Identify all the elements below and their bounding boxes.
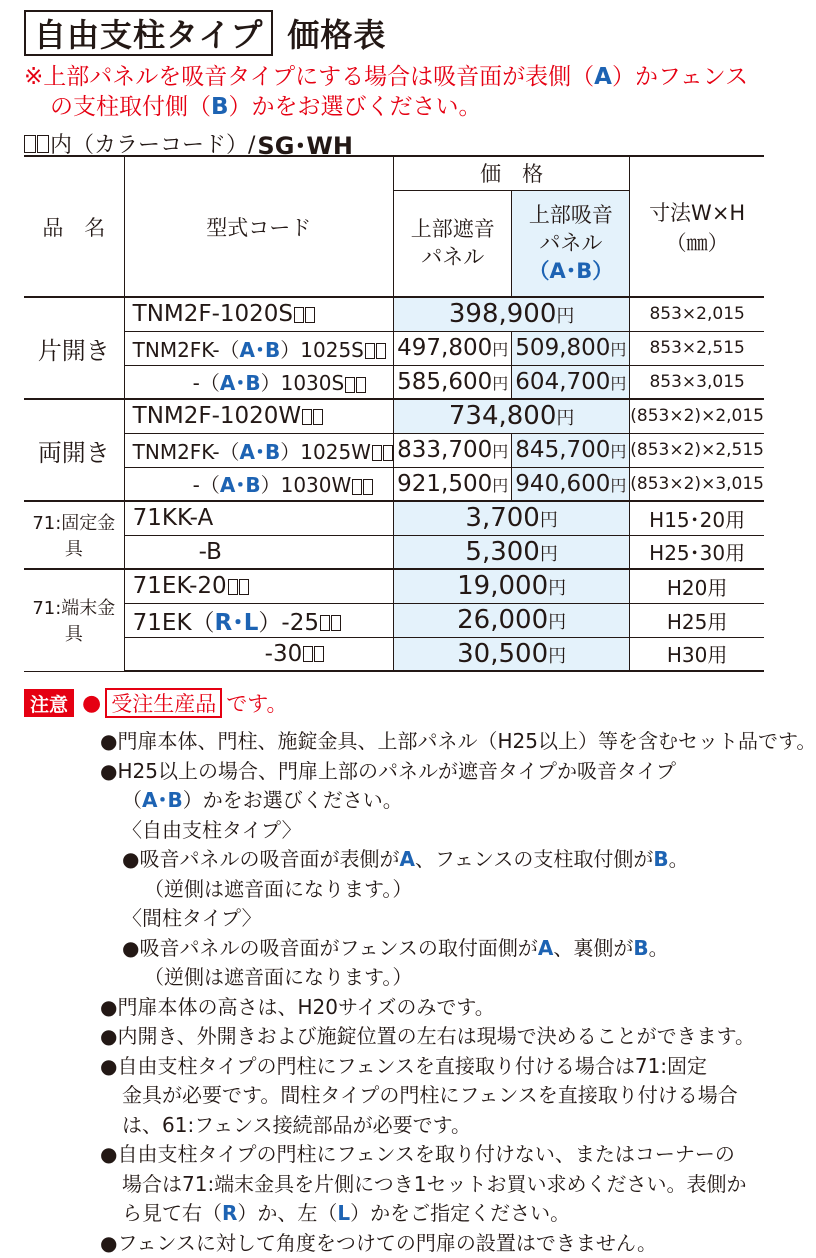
note-item: （逆側は遮音面になります。） [100, 875, 770, 905]
note-item: ●門扉本体の高さは、H20サイズのみです。 [100, 993, 770, 1023]
table-row [24, 535, 764, 569]
note-item: ●内開き、外開きおよび施錠位置の左右は現場で決めることができます。 [100, 1022, 770, 1052]
option-a-label: A [594, 64, 612, 90]
table-row [24, 433, 764, 467]
note-item: ●吸音パネルの吸音面が表側がA、フェンスの支柱取付側がB。 [100, 845, 770, 875]
price: 26,000円 [393, 603, 629, 637]
dimension: 853×2,515 [630, 331, 764, 365]
model-code: TNM2FK-（A･B）1025W [124, 433, 393, 467]
model-code: 71EK（R･L）-25 [124, 603, 393, 637]
bullet-icon: ● [82, 691, 101, 716]
dimension: (853×2)×3,015 [630, 467, 764, 501]
model-code: TNM2FK-（A･B）1025S [124, 331, 393, 365]
model-code: -（A･B）1030S [124, 365, 393, 399]
color-box-icon [37, 135, 49, 153]
group-single [24, 297, 764, 399]
caution-row: 注意 ● 受注生産品 です。 [24, 688, 288, 718]
table-row [24, 603, 764, 637]
price-absorb: 845,700円 [512, 433, 630, 467]
note-item: （逆側は遮音面になります。） [100, 963, 770, 993]
table-row [24, 569, 764, 603]
model-code: -B [124, 535, 393, 569]
dimension: H25用 [630, 603, 764, 637]
note-item: 場合は71:端末金具を片側につき1セットお買い求めください。表側か [100, 1170, 770, 1200]
dimension: H30用 [630, 637, 764, 671]
header-price-shield: 上部遮音パネル [393, 190, 511, 297]
model-code: 71KK-A [124, 501, 393, 535]
model-code: -（A･B）1030W [124, 467, 393, 501]
page-subtitle: 価格表 [287, 10, 386, 56]
price: 398,900円 [393, 297, 629, 331]
dimension: (853×2)×2,015 [630, 399, 764, 433]
header-size: 寸法W×H （㎜） [630, 156, 764, 297]
model-code: TNM2F-1020S [124, 297, 393, 331]
table-row [24, 501, 764, 535]
group-double [24, 399, 764, 501]
note-item: は、61:フェンス接続部品が必要です。 [100, 1111, 770, 1141]
dimension: H15･20用 [630, 501, 764, 535]
dimension: 853×3,015 [630, 365, 764, 399]
header-price-absorb: 上部吸音パネル （A･B） [512, 190, 630, 297]
model-code: 71EK-20 [124, 569, 393, 603]
table-row [24, 467, 764, 501]
price-shield: 497,800円 [393, 331, 511, 365]
model-code: -30 [124, 637, 393, 671]
note-item: 〈自由支柱タイプ〉 [100, 816, 770, 846]
note-item: ら見て右（R）か、左（L）かをご指定ください。 [100, 1199, 770, 1229]
header-name: 品 名 [24, 156, 124, 297]
price-absorb: 940,600円 [512, 467, 630, 501]
note-item: ●自由支柱タイプの門柱にフェンスを直接取り付ける場合は71:固定 [100, 1052, 770, 1082]
header-price: 価 格 [393, 156, 629, 190]
note-item: 金具が必要です。間柱タイプの門柱にフェンスを直接取り付ける場合 [100, 1081, 770, 1111]
dimension: H25･30用 [630, 535, 764, 569]
header-code: 型式コード [124, 156, 393, 297]
table-row [24, 297, 764, 331]
color-code-line: 内（カラーコード）/ SG･WH [24, 126, 353, 161]
note-item: （A･B）かをお選びください。 [100, 786, 770, 816]
price-table [24, 155, 764, 672]
price: 3,700円 [393, 501, 629, 535]
header [24, 10, 386, 56]
product-name: 両開き [24, 399, 124, 501]
note-item: ●自由支柱タイプの門柱にフェンスを取り付けない、またはコーナーの [100, 1140, 770, 1170]
table-row [24, 637, 764, 671]
price-absorb: 604,700円 [512, 365, 630, 399]
price-absorb: 509,800円 [512, 331, 630, 365]
notes-list [100, 727, 770, 1258]
sound-panel-note: ※上部パネルを吸音タイプにする場合は吸音面が表側（A）かフェンス の支柱取付側（B）かをお選びください。 [24, 62, 774, 122]
product-name: 71:端末金具 [24, 569, 124, 671]
note-item: 〈間柱タイプ〉 [100, 904, 770, 934]
price-shield: 585,600円 [393, 365, 511, 399]
model-code: TNM2F-1020W [124, 399, 393, 433]
caution-badge: 注意 [24, 689, 74, 717]
price: 30,500円 [393, 637, 629, 671]
price: 19,000円 [393, 569, 629, 603]
product-name: 71:固定金具 [24, 501, 124, 569]
table-row [24, 399, 764, 433]
group-end-bracket [24, 569, 764, 671]
made-to-order-label: 受注生産品 [105, 688, 222, 718]
note-item: ●フェンスに対して角度をつけての門扉の設置はできません。 [100, 1229, 770, 1258]
color-code-value: SG･WH [257, 126, 353, 161]
note-item: ●H25以上の場合、門扉上部のパネルが遮音タイプか吸音タイプ [100, 757, 770, 787]
price-shield: 921,500円 [393, 467, 511, 501]
dimension: H20用 [630, 569, 764, 603]
table-row [24, 365, 764, 399]
dimension: 853×2,015 [630, 297, 764, 331]
group-fixing-bracket [24, 501, 764, 569]
note-item: ●吸音パネルの吸音面がフェンスの取付面側がA、裏側がB。 [100, 934, 770, 964]
option-b-label: B [211, 94, 229, 120]
color-box-icon [24, 135, 36, 153]
price-shield: 833,700円 [393, 433, 511, 467]
dimension: (853×2)×2,515 [630, 433, 764, 467]
price: 734,800円 [393, 399, 629, 433]
price: 5,300円 [393, 535, 629, 569]
note-item: ●門扉本体、門柱、施錠金具、上部パネル（H25以上）等を含むセット品です。 [100, 727, 770, 757]
product-name: 片開き [24, 297, 124, 399]
page-title: 自由支柱タイプ [24, 10, 273, 56]
table-row [24, 331, 764, 365]
